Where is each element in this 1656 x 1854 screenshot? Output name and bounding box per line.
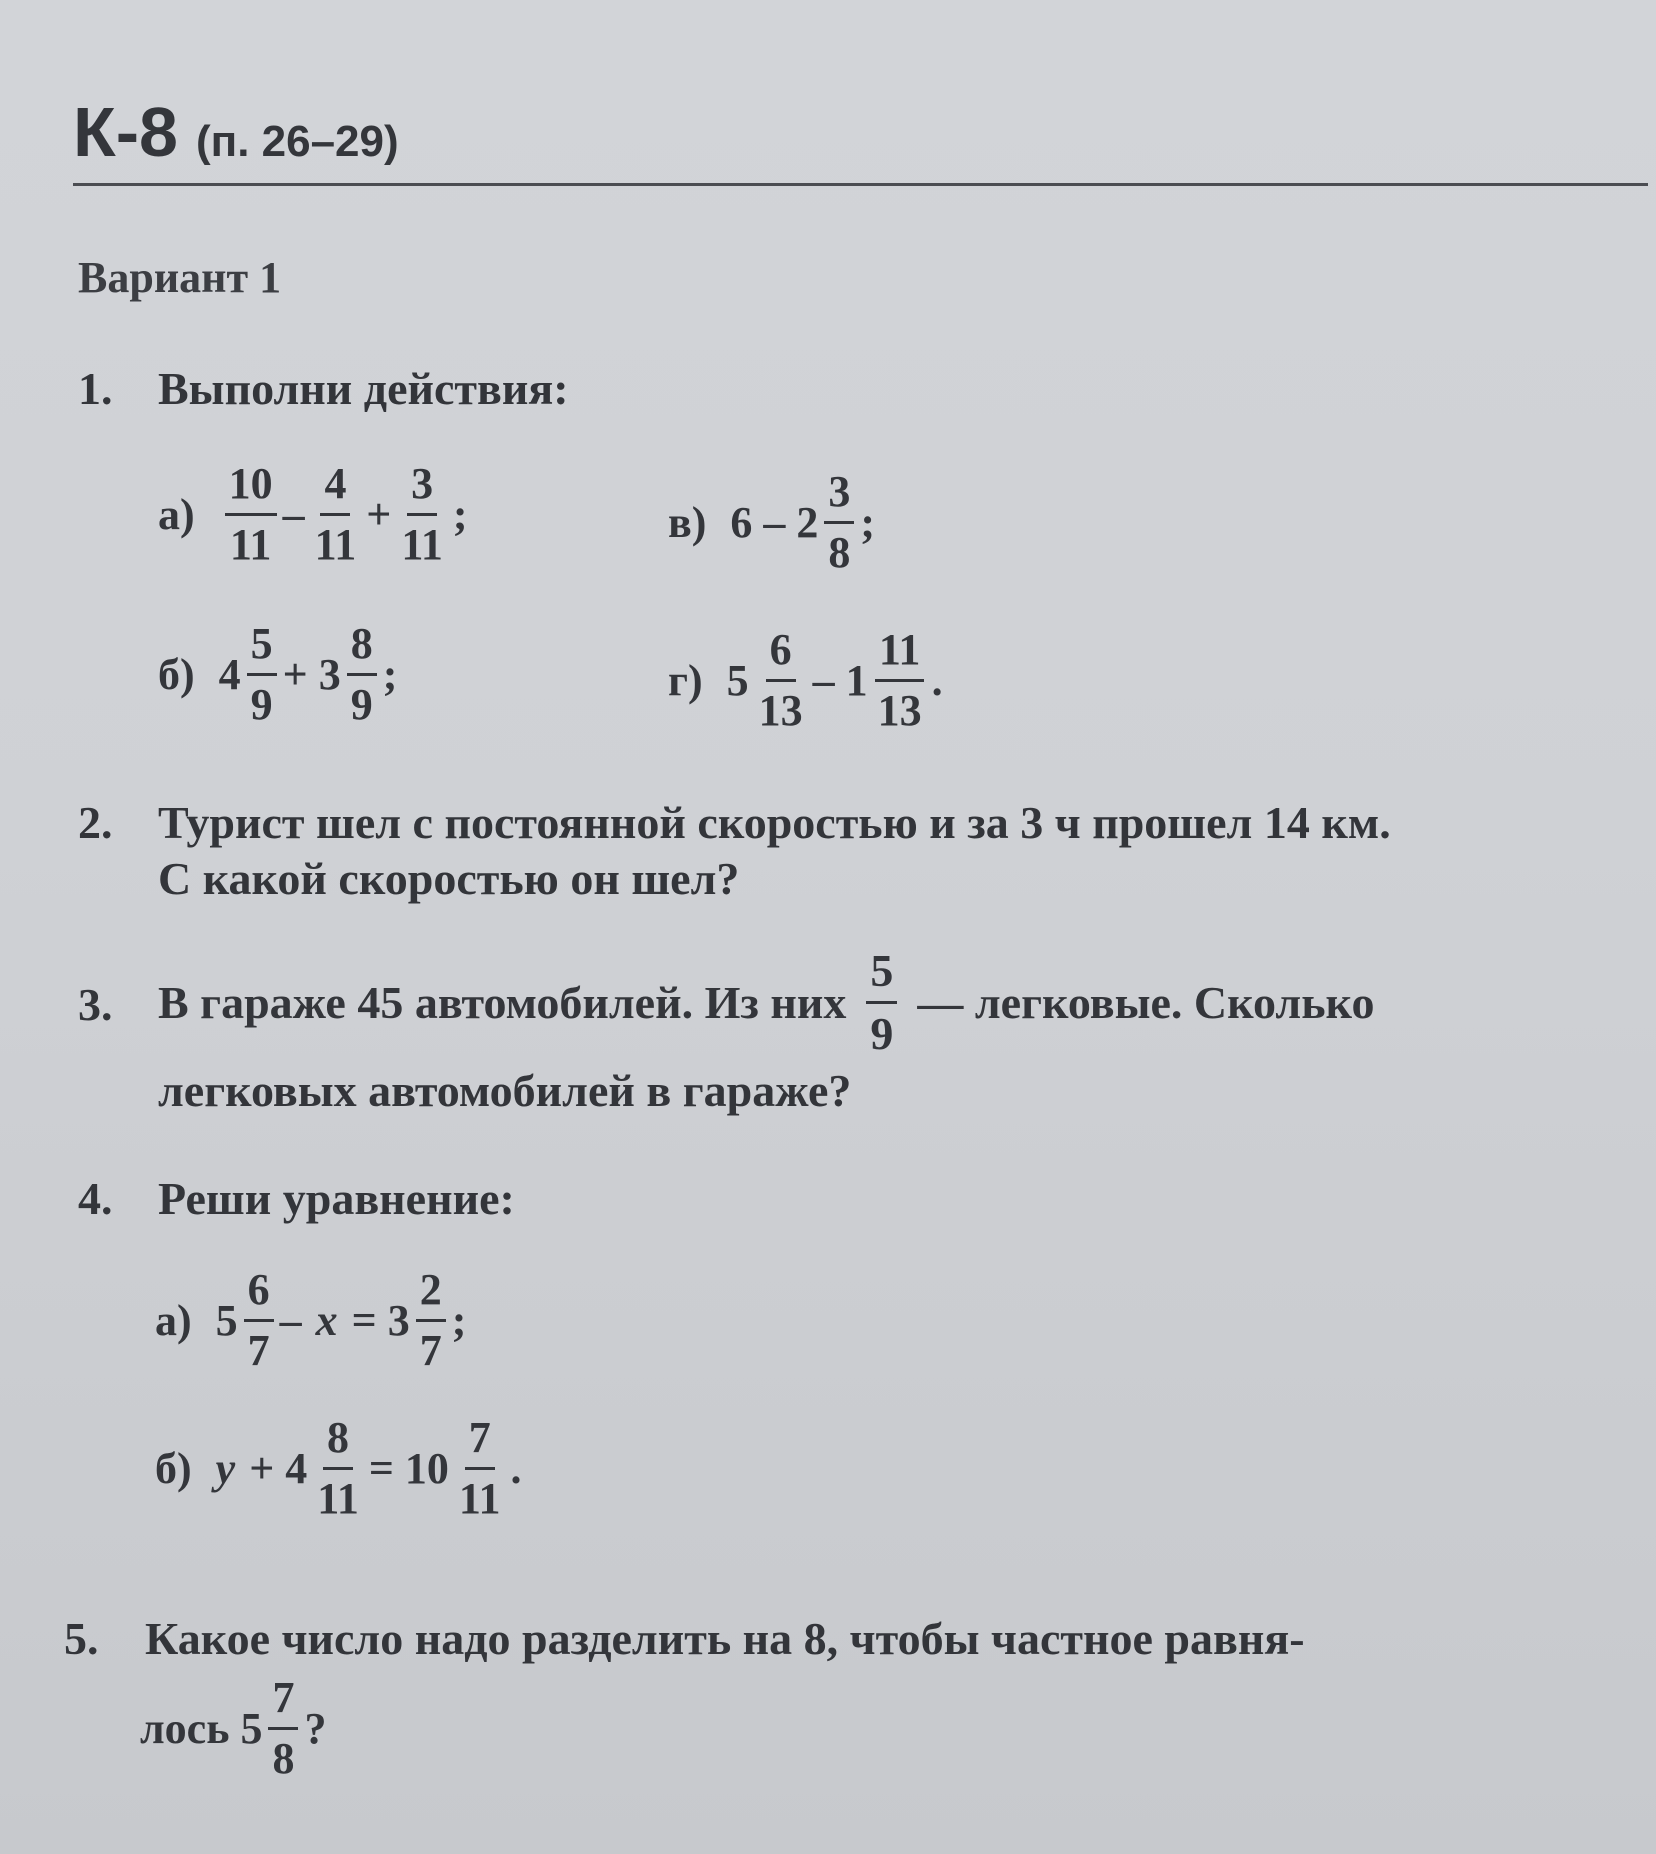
- fraction: $\frac{11}{13}$: [874, 628, 926, 733]
- operator: + 3: [282, 650, 341, 699]
- task4-a-equation: [155, 1265, 467, 1375]
- terminator: ;: [451, 1296, 467, 1345]
- task1-title: Выполни действия:: [158, 363, 569, 414]
- task1-b-expression: [158, 619, 398, 729]
- fraction: $\frac{8}{9}$: [347, 622, 377, 727]
- task1-v-label: в): [668, 498, 707, 547]
- task4-b-label: б): [155, 1444, 192, 1493]
- task2-line2: С какой скоростью он шел?: [158, 853, 740, 904]
- task1-number: 1.: [78, 363, 113, 414]
- expression-text: 6 – 2: [730, 498, 819, 547]
- fraction: $\frac{7}{8}$: [268, 1676, 298, 1781]
- task5-number: 5.: [64, 1613, 99, 1664]
- task3-number: 3.: [78, 979, 113, 1030]
- task1-a-label: а): [158, 490, 195, 539]
- task5-line1: Какое число надо разделить на 8, чтобы частное равня-: [145, 1613, 1305, 1664]
- fraction: $\frac{3}{11}$: [401, 459, 443, 569]
- task2-line1: Турист шел с постоянной скоростью и за 3 ч прошел 14 км.: [158, 797, 1391, 848]
- task4-title: Реши уравнение:: [158, 1173, 515, 1224]
- terminator: ?: [304, 1704, 327, 1753]
- equals-part: = 3: [351, 1296, 410, 1345]
- task4-number: 4.: [78, 1173, 113, 1224]
- test-code: К-8: [73, 93, 178, 171]
- task1-g-label: г): [668, 656, 703, 705]
- terminator: ;: [382, 650, 398, 699]
- operator: –: [279, 1296, 302, 1345]
- operator: –: [282, 490, 305, 539]
- fraction: $\frac{10}{11}$: [225, 462, 277, 567]
- task1-g-expression: [668, 625, 943, 735]
- operator: – 1: [812, 656, 868, 705]
- whole-part: 5: [215, 1296, 238, 1345]
- fraction: $\frac{5}{9}$: [247, 622, 277, 727]
- fraction: $\frac{4}{11}$: [314, 459, 357, 569]
- variable: x: [315, 1296, 338, 1345]
- task3-line2: легковых автомобилей в гараже?: [158, 1065, 852, 1116]
- operator: + 4: [249, 1444, 308, 1493]
- task4-b-equation: [155, 1413, 522, 1523]
- fraction: $\frac{2}{7}$: [416, 1268, 446, 1373]
- section-range: (п. 26–29): [195, 117, 399, 166]
- header-divider: [73, 183, 1648, 186]
- task5-text-before: лось 5: [140, 1704, 263, 1753]
- fraction: $\frac{6}{7}$: [244, 1268, 274, 1373]
- task4-a-label: а): [155, 1296, 192, 1345]
- terminator: .: [931, 656, 943, 705]
- task1-b-label: б): [158, 650, 195, 699]
- fraction: $\frac{3}{8}$: [824, 470, 854, 575]
- task1-v-expression: [668, 467, 876, 577]
- fraction: $\frac{8}{11}$: [317, 1413, 359, 1523]
- equals-part: = 10: [368, 1444, 449, 1493]
- task2-number: 2.: [78, 797, 113, 848]
- variable: y: [215, 1444, 236, 1493]
- terminator: ;: [860, 498, 876, 547]
- task1-a-expression: [158, 459, 468, 569]
- task3-line1: [158, 945, 1375, 1059]
- operator: +: [366, 490, 392, 539]
- terminator: .: [510, 1444, 522, 1493]
- worksheet-header: [73, 92, 399, 172]
- variant-title: Вариант 1: [78, 253, 282, 302]
- task3-text-before: В гараже 45 автомобилей. Из них: [158, 977, 847, 1028]
- whole-part: 4: [218, 650, 241, 699]
- fraction: $\frac{6}{13}$: [758, 625, 803, 735]
- fraction: $\frac{7}{11}$: [458, 1413, 501, 1523]
- whole-part: 5: [726, 656, 749, 705]
- task3-text-after: — легковые. Сколько: [917, 977, 1375, 1028]
- fraction: $\frac{5}{9}$: [866, 948, 897, 1057]
- task5-line2: [140, 1673, 327, 1783]
- terminator: ;: [452, 490, 468, 539]
